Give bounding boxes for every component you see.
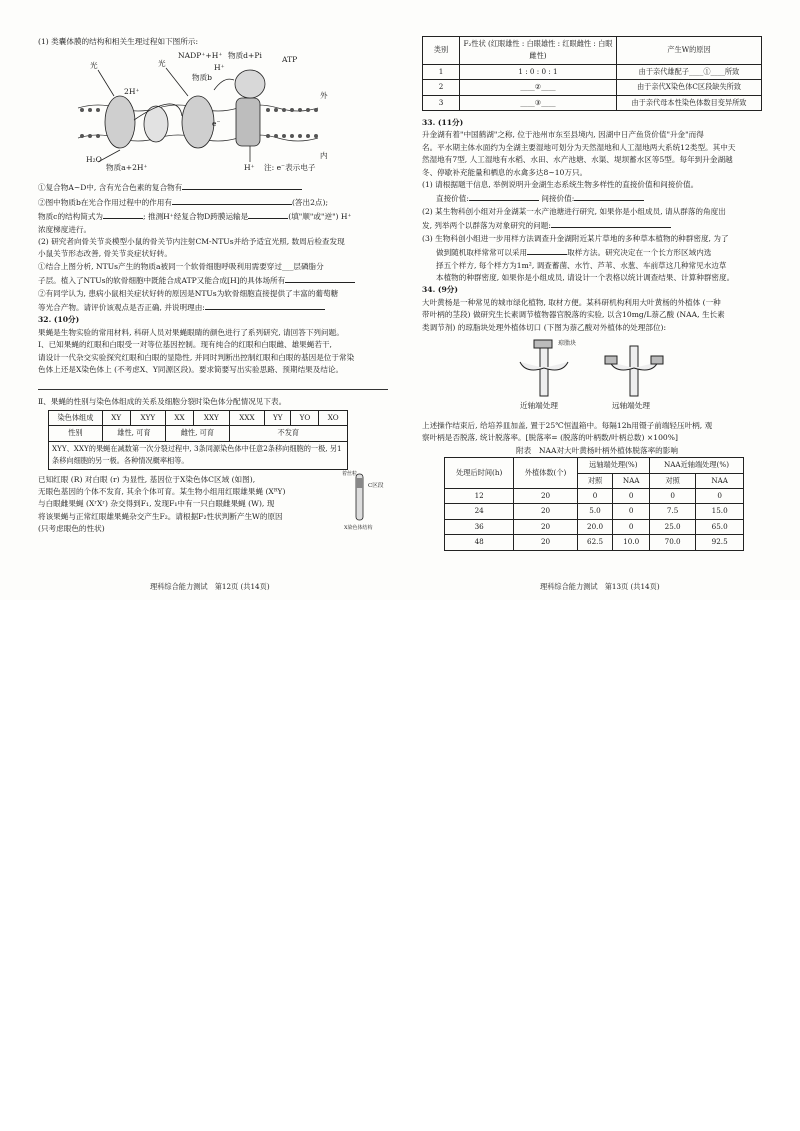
q31-2a: (2) 研究者向骨关节炎模型小鼠的骨关节内注射CM-NTUs并给予适宜光照, 数周后检查发现 [38,237,345,247]
q32-part1-a: Ⅰ、已知果蝇的红眼和白眼受一对等位基因控制。现有纯合的红眼和白眼雌、雄果蝇若干, [38,340,332,350]
q31-2f: 等光合产物。请评价该观点是否正确, 并说明理由: [38,300,388,314]
q31-1a: ①复合物A~D中, 含有光合色素的复合物有 [38,180,388,194]
table-cell: 48 [445,535,514,550]
q33-1-answers: 直接价值: 间接价值: [422,191,772,205]
answer-blank[interactable] [285,273,355,283]
q31-2e: ②有同学认为, 患病小鼠相关症状好转的原因是NTUs为软骨细胞直接提供了丰富的葡萄糖 [38,288,339,298]
table-cell: 0 [577,488,613,503]
table-row: 3 ____③____ 由于亲代母本性染色体数目变异所致 [423,95,762,110]
answer-blank[interactable] [469,191,539,201]
answer-blank[interactable] [574,191,644,201]
table-cell: 0 [613,519,650,534]
table-caption: 附表 NAA对大叶黄杨叶柄外植体脱落率的影响 [516,445,678,455]
thylakoid-diagram [38,50,388,176]
page-footer-left: 理科综合能力测试 第12页 (共14页) [150,582,270,591]
q34-title: 34. (9分) [422,285,458,295]
q32-title: 32. (10分) [38,315,80,325]
answer-blank[interactable] [248,209,288,219]
q32-part1-c: 色体上还是X染色体上 (不考虑X、Y同源区段)。要求简要写出实验思路、预期结果及结论。 [38,365,344,375]
table-cell: 0 [613,504,650,519]
q31-2c: ①结合上图分析, NTUs产生的物质a被同一个软骨细胞呼吸利用需要穿过___层磷脂分 [38,261,324,271]
table-cell: 0 [649,488,695,503]
substance-a-label: 物质a+2H⁺ [106,163,148,173]
table-cell: 25.0 [649,519,695,534]
table-cell: 0 [613,488,650,503]
left-page [38,36,388,536]
table-row [445,519,744,534]
table-row [445,504,744,519]
answer-blank[interactable] [527,245,567,255]
q33-title: 33. (11分) [422,118,464,128]
q32-part1-b: 请设计一代杂交实验探究红眼和白眼的显隐性, 并同时判断出控制红眼和白眼的基因是位于常染 [38,352,355,362]
table-cell: 10.0 [613,535,650,550]
explant-icon [422,338,762,416]
answer-blank[interactable] [172,195,292,205]
table-row: 处理后时间(h) 外植体数(个) 远轴端处理(%) NAA近轴端处理(%) [445,458,744,473]
x-chromosome-figure: 着丝粒 C区段 X染色体结构 [342,470,388,532]
table-row [445,488,744,503]
table-cell: 92.5 [696,535,744,550]
electron-label: e⁻ [212,119,221,129]
light-label-1: 光 [90,61,98,71]
nadp-label: NADP⁺+H⁺ [178,51,223,61]
table-cell: 20.0 [577,519,613,534]
table-row: 染色体组成 XY XYY XX XXY XXX YY YO XO [49,410,348,425]
substance-b-label: 物质b [192,73,213,83]
table-cell: 7.5 [649,504,695,519]
q31-1b: ②图中物质b在光合作用过程中的作用有 (答出2点); [38,195,388,209]
inside-label: 内 [320,151,328,161]
table-cell: 20 [514,535,577,550]
table-cell: 5.0 [577,504,613,519]
table-row: 1 1 : 0 : 0 : 1 由于亲代雄配子____①____所致 [423,64,762,79]
table-cell: 65.0 [696,519,744,534]
legend-note: 注: e⁻表示电子 [264,163,316,173]
table-cell: 20 [514,504,577,519]
table-cell: 0 [696,488,744,503]
answer-blank[interactable] [205,300,325,310]
table-cell: 70.0 [649,535,695,550]
table-cell: 12 [445,488,514,503]
q31-2d: 子层。植入了NTUs的软骨细胞中既能合成ATP又能合成[H]的具体场所有 [38,273,388,287]
table-cell: 20 [514,519,577,534]
answer-blank[interactable] [103,209,143,219]
h-plus-top-label: H⁺ [214,63,225,73]
right-page: 类别 F₂性状 (红眼雄性 : 白眼雄性 : 红眼雌性 : 白眼雌性) 产生W的原因 1 1 : 0 : 0 : 1 由于亲代雄配子____①____所致 2 ____②____ 由于亲代X染色体C区段缺失所致 3 ____③____ 由于亲代母本性染色体数目变异所致 33. (11分) 升金湖有着"中国鹤湖"之称, 位于池州市东至县境内, 因湖中日产鱼货价值"升金"而得 名。平水期主体水面约为全湖主要湿地可划分为天然湿地和人工湿地两大系统12类型。其中天 然湿地有7型, 人工湿地有水稻、水田、水产池塘、水渠、堤坝蓄水区等5型。每年到升金湖越 冬、停歇补充能量和栖息的水禽多达8~10万只。 (1) 请根据题干信息, 举例说明升金湖生态系统生物多样性的直接价值和间接价值。 直接价值: 间接价值: (2) 某生物科创小组对升金湖某一水产池塘进行研究, 如果你是小组成员, 请从群落的角度出 发, 列举两个以群落为对象研究的问题: (3) 生物科创小组进一步用样方法调查升金湖附近某片草地的多种草本植物的种群密度, 为了 做到随机取样常常可以采用 取样方法。研究决定在一个长方形区域内选 择五个样方, 每个样方为1m², 调查蓄菌、水竹、芦苇、水葱、车前草这几种常见水边草 本植物的种群密度, 如果你是小组成员, 请设计一个表格以统计调查结果、计算种群密度。 34. (9分) 大叶黄杨是一种常见的城市绿化植物, 取材方便。某科研机构利用大叶黄杨的外植体 (一种 带叶柄的茎段) 做研究生长素调节植物器官脱落的实验, 以含10mg/L萘乙酸 (NAA, 生长素 类调节剂) 的琼脂块处理外植体切口 (下图为萘乙酸对外植体的处理部位): 琼脂块 近轴端处理 远轴端处理 上述操作结束后, 给培养皿加盖, 置于25℃恒温箱中。每隔12h用镊子前端轻压叶柄, 观 察叶柄是否脱落, 统计脱落率。[脱落率= (脱落的叶柄数/叶柄总数) ×100%] 附表 NAA对大叶黄杨叶柄外植体脱落率的影响 处理后时间(h) 外植体数(个) 远轴端处理(%) NAA近轴端处理(%) 对照 NAA 对照 NAA 12 20 0 0 0 0 24 20 5.0 0 7.5 15.0 36 20 20.0 0 25.0 65.0 48 20 62.5 10.0 70.0 92.5 [422,36,772,551]
q31-1c-tail: 浓度梯度进行。 [38,224,92,234]
q32-part2-body: 已知红眼 (R) 对白眼 (r) 为显性, 基因位于X染色体C区域 (如图), 无眼色基因的个体不发育, 其余个体可育。某生物小组用红眼雄果蝇 (XᴿY) 与白眼雌果蝇 (XʳXʳ) 杂交得到F₁, 发现F₁中有一只白眼雌果蝇 (W), 现 将该果蝇与正常红眼雄果蝇杂交产生F₂。请根据F₂性状判断产生W的原因 (只考虑眼色的性状) 着丝粒 C区段 X染色体结构 [38,474,388,536]
q31-2b: 小鼠关节形态改善, 骨关节炎症状好转。 [38,249,172,259]
q31-1c: 物质c的结构简式为 ; 推测H⁺经复合物D跨膜运输是 (填"顺"或"逆") H⁺ [38,209,388,223]
plant-explant-figure: 琼脂块 近轴端处理 远轴端处理 [422,338,772,416]
q31-part1-intro: (1) 类囊体膜的结构和相关生理过程如下图所示: [38,37,199,46]
substance-d-label: 物质d+Pi [228,51,262,61]
table-row: 2 ____②____ 由于亲代X染色体C区段缺失所致 [423,80,762,95]
f2-cause-table [422,36,762,111]
table-cell: 24 [445,504,514,519]
answer-blank[interactable] [182,180,302,190]
two-h-label: 2H⁺ [124,87,140,97]
table-cell: 15.0 [696,504,744,519]
table-row: 对照 NAA 对照 NAA [445,473,744,488]
table-row: XYY、XXY的果蝇在减数第一次分裂过程中, 3条同源染色体中任意2条移向细胞的一极, 另1条移向细胞的另一极。各种情况概率相等。 [49,441,348,469]
water-label: H₂O [86,155,102,165]
q32-part2-intro: Ⅱ、果蝇的性别与染色体组成的关系及细胞分裂时染色体分配情况见下表。 [38,396,287,406]
answer-blank[interactable] [551,218,671,228]
table-cell: 36 [445,519,514,534]
outside-label: 外 [320,91,328,101]
page-footer-right: 理科综合能力测试 第13页 (共14页) [540,582,660,591]
q32-intro: 果蝇是生物实验的常用材料, 科研人员对果蝇眼睛的颜色进行了系列研究, 请回答下列问题。 [38,327,344,337]
atp-label: ATP [282,55,298,65]
light-label-2: 光 [158,59,166,69]
table-row [445,535,744,550]
table-cell: 20 [514,488,577,503]
answer-line[interactable] [38,379,388,390]
thylakoid-membrane-figure [38,50,338,176]
h-plus-bottom-label: H⁺ [244,163,255,173]
naa-abscission-table [444,457,744,550]
table-row: 类别 F₂性状 (红眼雄性 : 白眼雄性 : 红眼雌性 : 白眼雌性) 产生W的原因 [423,37,762,65]
table-row: 性别 雄性, 可育 雌性, 可育 不发育 [49,426,348,441]
table-cell: 62.5 [577,535,613,550]
chromosome-sex-table [48,410,348,470]
